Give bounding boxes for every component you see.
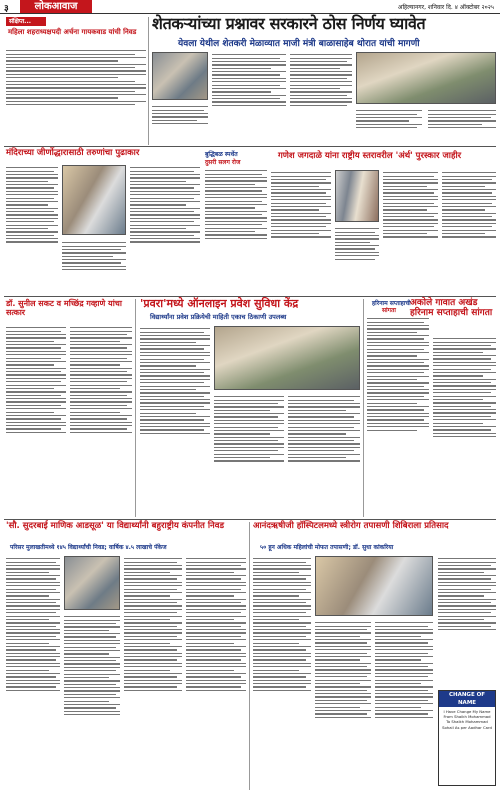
admission-subhead: विद्यार्थ्यांना प्रवेश प्रक्रियेची माहिती एकाच ठिकाणी उपलब्ध [150,313,287,321]
hospital-subhead: ५० हून अधिक महिलांची मोफत तपासणी; डॉ. सुधा कांकरिया [260,544,394,551]
section-rule [4,519,496,520]
lead-body-col3 [356,108,422,144]
award-body-col4 [442,170,496,294]
lead-body-col4 [428,108,496,144]
award-body-under-photo [335,226,379,294]
lead-body-col0 [152,104,208,144]
award-body-col3 [383,170,438,294]
harinam-kicker: हरिनाम सप्ताहाची [372,300,411,307]
hospital-body-col3 [375,620,433,788]
masthead-logo: लोकआवाज [20,0,92,13]
change-of-name-notice [438,690,496,786]
lead-body-col1 [212,52,286,142]
campus-body-col4 [186,556,246,788]
admission-body-col2 [214,394,284,516]
campus-headline: 'सौ. सुदरबाई माणिक आडसूळ' या विद्यार्थ्यांनी बहुराष्ट्रीय कंपनीत निवड [6,521,225,531]
award-headline: गणेश जगदाळे यांना राष्ट्रीय स्तरावरील 'अंर्थ' पुरस्कार जाहीर [278,151,462,161]
temple-body-col3 [130,165,200,295]
award-photo [335,170,379,222]
lead-subhead: येवला येथील शेतकरी मेळाव्यात माजी मंत्री बाळासाहेब थोरात यांची मागणी [178,39,420,49]
brief-headline: महिला शहराध्यक्षपदी अर्चना गायकवाड यांची निवड [8,28,137,36]
lead-headline: शेतकऱ्यांच्या प्रश्नावर सरकारने ठोस निर्णय घ्यावेत [152,14,426,33]
admission-body-col1 [140,326,210,516]
notice-title: CHANGE OF NAME [439,691,495,707]
hospital-headline: आनंदऋषीजी हॉस्पिटलमध्ये स्त्रीरोग तपासणी शिबिराला प्रतिसाद [253,521,449,531]
hospital-body-col1 [253,556,311,788]
campus-subhead: परिसर मुलाखतीमध्ये १४५ विद्यार्थ्यांची निवड; वार्षिक ४.५ लाखाचे पॅकेज [10,544,167,551]
felicitation-headline: डॉ. सुनील सकट व मच्छिंद्र गव्हाणे यांचा सत्कार [6,299,122,318]
felicitation-body-col2 [70,325,132,515]
award-body-col1 [205,168,267,294]
column-rule [148,17,149,145]
admission-body-col3 [288,394,360,516]
akole-body-col2 [433,336,496,516]
column-rule [135,299,136,517]
award-kicker-2: दुसरी सलग रोज [205,159,241,166]
dateline: अहिल्यानगर, शनिवार दि. ४ ऑक्टोबर २०२५ [397,4,494,11]
lead-body-col2 [290,52,352,142]
campus-body-col3 [124,556,182,788]
admission-headline: 'प्रवरा'मध्ये ऑनलाइन प्रवेश सुविधा केंद्र [140,297,299,310]
brief-label: संक्षिप्त... [6,17,46,26]
page-number: ३ [4,4,9,14]
notice-body: I Have Change My Name From Shaikh Mohammad To Shaikh Mohammad Sohail As per Aadhar Card [442,709,492,730]
temple-body-col1 [6,165,58,295]
temple-headline: मंदिराच्या जीर्णोद्धारासाठी तरुणांचा पुढाकार [6,148,140,158]
harinam-kicker-2: सांगता [382,307,396,314]
campus-body-col2 [64,614,120,788]
campus-photo [64,556,120,610]
section-rule [4,146,496,147]
temple-photo [62,165,126,235]
felicitation-body-col1 [6,325,66,515]
hospital-body-col2 [315,620,371,788]
award-body-col2 [271,170,331,294]
column-rule [249,522,250,790]
temple-body-col2 [62,240,126,296]
hospital-photo [315,556,433,616]
akole-body-col1 [367,316,429,516]
akole-headline: अकोले गावात अखंड हरिनाम सप्ताहाची सांगता [410,298,493,319]
award-kicker: बुद्धिबळ स्पर्धेत [205,151,238,158]
brief-body [6,48,146,143]
lead-photo-portrait [152,52,208,100]
hospital-body-col4 [438,556,496,686]
campus-body-col1 [6,556,60,788]
lead-photo-rally [356,52,496,104]
admission-photo [214,326,360,390]
column-rule [363,299,364,517]
page-header [0,0,500,14]
